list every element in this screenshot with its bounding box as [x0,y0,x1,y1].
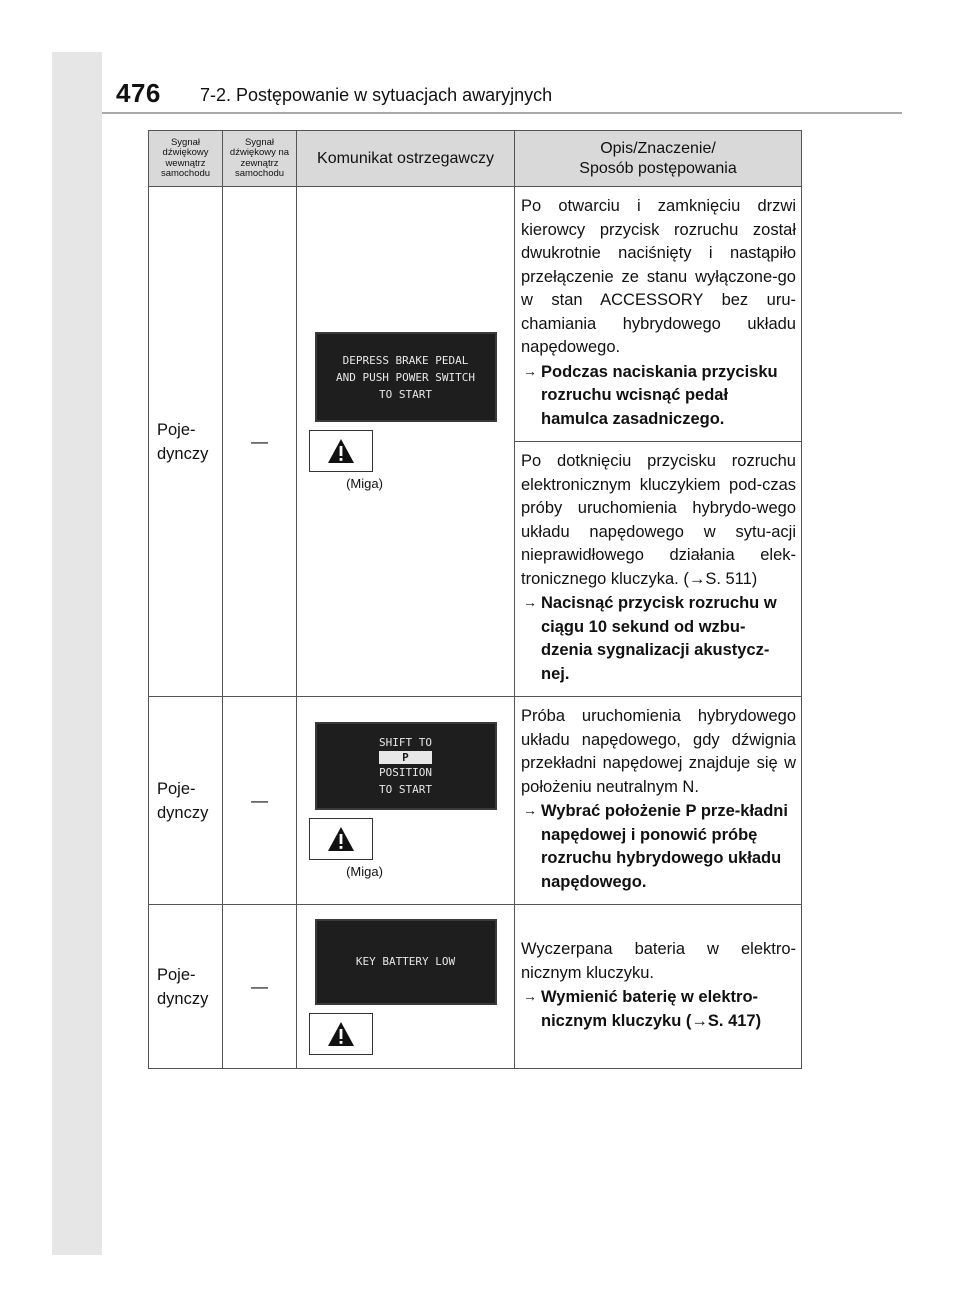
col-header-description-line1: Opis/Znaczenie/ [600,139,716,157]
description-text [521,450,796,591]
beep-inside-cell: Poje-dynczy [149,905,223,1069]
action-item [521,800,796,894]
col-header-description [515,131,802,187]
table-row [149,187,802,442]
warning-triangle-icon [309,430,373,472]
table-row [149,697,802,905]
description-cell [515,187,802,442]
description-cell [515,442,802,697]
action-text: Wymienić baterię w elektro-nicznym kluczyku ( [541,988,759,1030]
display-panel [315,722,497,810]
warning-message-cell [297,905,515,1069]
blink-label: (Miga) [346,864,383,879]
header-divider [102,112,902,114]
display-text: POSITION [379,766,432,779]
right-arrow-icon: → [691,1011,708,1030]
section-title: 7-2. Postępowanie w sytuacjach awaryjnych [200,85,553,105]
right-arrow-icon: → [523,988,537,1004]
beep-outside-cell: — [223,697,297,905]
display-panel [315,919,497,1005]
action-text: Wybrać położenie P prze-kładni napędowej i ponowić próbę rozruchu hybrydowego układu napędowego. [541,802,788,891]
warning-triangle-icon [309,818,373,860]
display-line: TO START [379,783,432,796]
beep-outside-cell: — [223,905,297,1069]
warning-message-cell [297,187,515,697]
action-item [521,361,796,432]
action-item [521,592,796,686]
page-number: 476 [116,78,161,108]
display-line: TO START [379,387,432,401]
warning-table [148,130,802,1069]
page-reference: S. 417) [707,1011,762,1030]
action-item [521,986,796,1033]
action-text: Nacisnąć przycisk rozruchu w ciągu 10 sekund od wzbu-dzenia sygnalizacji akustycz-nej. [541,594,777,683]
right-arrow-icon: → [523,594,537,610]
display-line: AND PUSH POWER SWITCH [335,370,476,384]
col-header-description-line2: Sposób postępowania [579,159,737,177]
right-arrow-icon: → [523,802,537,818]
p-position-icon: P [379,751,432,764]
display-line: KEY BATTERY LOW [355,955,456,968]
beep-inside-cell: Poje-dynczy [149,187,223,697]
display-line: DEPRESS BRAKE PEDAL [342,353,469,367]
side-tab-bar [52,52,102,1255]
description-cell [515,905,802,1069]
action-text: Podczas naciskania przycisku rozruchu wcisnąć pedał hamulca zasadniczego. [541,362,778,428]
table-header-row [149,131,802,187]
description-text: Próba uruchomienia hybrydowego układu napędowego, gdy dźwignia przekładni napędowej znajduje się w położeniu neutralnym N. [521,707,796,796]
display-line [379,734,432,781]
display-text: SHIFT TO [379,736,432,749]
description-text-main: Po dotknięciu przycisku rozruchu elektronicznym kluczykiem pod-czas próby uruchomienia hybrydo-wego układu napędowego w sytu-acji nieprawidłowego działania elek-tronicznego kluczyka. ( [521,452,796,588]
page-reference: S. 511) [705,569,758,588]
right-arrow-icon: → [688,569,706,588]
blink-label: (Miga) [346,476,383,491]
table-row [149,905,802,1069]
col-header-beep-inside: Sygnał dźwiękowy wewnątrz samochodu [149,131,223,187]
description-text: Po otwarciu i zamknięciu drzwi kierowcy przycisk rozruchu został dwukrotnie naciśnięty i nastąpiło przełączenie ze stanu wyłączone-go w stan ACCESSORY bez uru-chamiania hybrydowego układu napędowego. [521,197,796,356]
description-text: Wyczerpana bateria w elektro-nicznym kluczyku. [521,940,796,982]
col-header-warning-message: Komunikat ostrzegawczy [297,131,515,187]
display-panel [315,332,497,422]
description-cell [515,697,802,905]
warning-triangle-icon [309,1013,373,1055]
warning-message-cell [297,697,515,905]
beep-outside-cell: — [223,187,297,697]
col-header-beep-outside: Sygnał dźwiękowy na zewnątrz samochodu [223,131,297,187]
page-header [102,52,902,112]
right-arrow-icon: → [523,362,537,379]
beep-inside-cell: Poje-dynczy [149,697,223,905]
